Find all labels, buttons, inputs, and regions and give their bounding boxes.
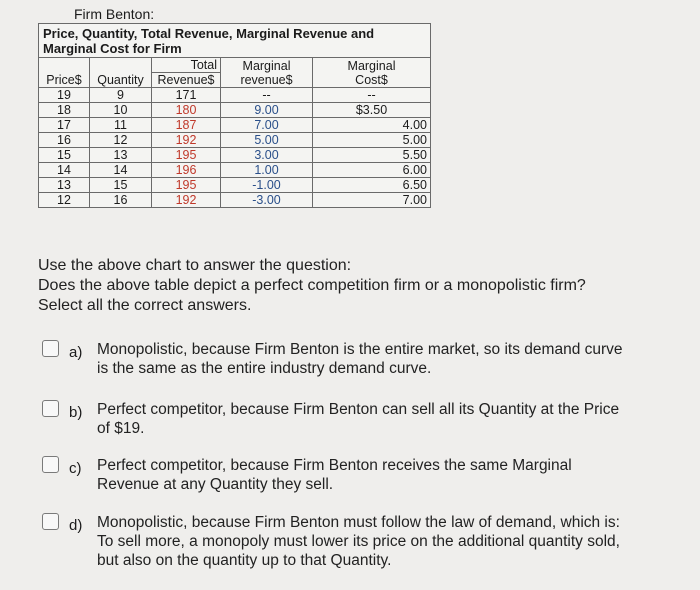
cell-marginal-revenue: -1.00 bbox=[221, 178, 313, 193]
cell-quantity: 14 bbox=[90, 163, 152, 178]
header-total-bottom: Revenue$ bbox=[152, 73, 221, 88]
header-mc-top: Marginal bbox=[347, 58, 396, 73]
cell-marginal-revenue: -- bbox=[221, 88, 313, 103]
cell-marginal-cost: 6.00 bbox=[313, 163, 431, 178]
firm-label: Firm Benton: bbox=[74, 6, 155, 22]
question-line3: Select all the correct answers. bbox=[38, 297, 252, 314]
cell-marginal-revenue: 1.00 bbox=[221, 163, 313, 178]
cell-marginal-cost: 6.50 bbox=[313, 178, 431, 193]
option-b-checkbox[interactable] bbox=[42, 400, 59, 417]
header-mc-bottom: Cost$ bbox=[355, 72, 388, 87]
header-total-top: Total bbox=[152, 58, 221, 73]
cell-marginal-revenue: 7.00 bbox=[221, 118, 313, 133]
cell-price: 15 bbox=[39, 148, 90, 163]
header-price: Price$ bbox=[39, 58, 90, 88]
cell-price: 17 bbox=[39, 118, 90, 133]
cell-price: 16 bbox=[39, 133, 90, 148]
cell-total-revenue: 195 bbox=[152, 148, 221, 163]
option-b-line2: of $19. bbox=[97, 420, 145, 437]
option-d-letter: d) bbox=[69, 517, 83, 534]
table-row bbox=[39, 178, 431, 193]
option-a-text bbox=[97, 340, 667, 378]
revenue-cost-table bbox=[38, 57, 431, 208]
cell-marginal-cost: $3.50 bbox=[313, 103, 431, 118]
table-row bbox=[39, 148, 431, 163]
cell-marginal-cost: 5.00 bbox=[313, 133, 431, 148]
option-c[interactable] bbox=[42, 456, 662, 501]
option-d[interactable] bbox=[42, 513, 662, 579]
header-marginal-revenue bbox=[221, 58, 313, 88]
table-header-row bbox=[39, 58, 431, 73]
cell-marginal-cost: -- bbox=[313, 88, 431, 103]
cell-price: 18 bbox=[39, 103, 90, 118]
option-d-line1: Monopolistic, because Firm Benton must follow the law of demand, which is: bbox=[97, 514, 620, 531]
cell-quantity: 11 bbox=[90, 118, 152, 133]
question-line1: Use the above chart to answer the question: bbox=[38, 257, 352, 274]
table-row bbox=[39, 118, 431, 133]
cell-quantity: 16 bbox=[90, 193, 152, 208]
question-line2: Does the above table depict a perfect competition firm or a monopolistic firm? bbox=[38, 277, 586, 294]
option-a-checkbox[interactable] bbox=[42, 340, 59, 357]
cell-total-revenue: 171 bbox=[152, 88, 221, 103]
cell-price: 12 bbox=[39, 193, 90, 208]
option-a-letter: a) bbox=[69, 344, 83, 361]
cell-total-revenue: 192 bbox=[152, 193, 221, 208]
cell-marginal-cost: 5.50 bbox=[313, 148, 431, 163]
option-c-line1: Perfect competitor, because Firm Benton receives the same Marginal bbox=[97, 457, 572, 474]
option-b-text bbox=[97, 400, 667, 438]
option-d-checkbox[interactable] bbox=[42, 513, 59, 530]
option-b-letter: b) bbox=[69, 404, 83, 421]
header-mr-top: Marginal bbox=[242, 58, 291, 73]
cell-marginal-cost: 4.00 bbox=[313, 118, 431, 133]
cell-total-revenue: 196 bbox=[152, 163, 221, 178]
question-text bbox=[38, 256, 678, 316]
cell-total-revenue: 195 bbox=[152, 178, 221, 193]
option-b[interactable] bbox=[42, 400, 662, 445]
cell-marginal-revenue: -3.00 bbox=[221, 193, 313, 208]
table-row bbox=[39, 103, 431, 118]
table-title bbox=[38, 23, 431, 57]
table-row bbox=[39, 88, 431, 103]
cell-quantity: 9 bbox=[90, 88, 152, 103]
cell-total-revenue: 180 bbox=[152, 103, 221, 118]
option-c-letter: c) bbox=[69, 460, 82, 477]
cell-price: 13 bbox=[39, 178, 90, 193]
cell-total-revenue: 187 bbox=[152, 118, 221, 133]
option-c-line2: Revenue at any Quantity they sell. bbox=[97, 476, 334, 493]
cell-marginal-revenue: 9.00 bbox=[221, 103, 313, 118]
cell-marginal-revenue: 5.00 bbox=[221, 133, 313, 148]
option-b-line1: Perfect competitor, because Firm Benton can sell all its Quantity at the Price bbox=[97, 401, 620, 418]
option-d-text bbox=[97, 513, 667, 570]
cell-marginal-cost: 7.00 bbox=[313, 193, 431, 208]
table-title-line2: Marginal Cost for Firm bbox=[43, 41, 182, 56]
cell-quantity: 12 bbox=[90, 133, 152, 148]
cell-marginal-revenue: 3.00 bbox=[221, 148, 313, 163]
option-d-line3: but also on the quantity up to that Quantity. bbox=[97, 552, 392, 569]
table-row bbox=[39, 193, 431, 208]
cell-price: 14 bbox=[39, 163, 90, 178]
option-a[interactable] bbox=[42, 340, 662, 390]
table-row bbox=[39, 163, 431, 178]
option-c-text bbox=[97, 456, 667, 494]
cell-total-revenue: 192 bbox=[152, 133, 221, 148]
option-d-line2: To sell more, a monopoly must lower its price on the additional quantity sold, bbox=[97, 533, 620, 550]
cell-price: 19 bbox=[39, 88, 90, 103]
table-row bbox=[39, 133, 431, 148]
header-quantity: Quantity bbox=[90, 58, 152, 88]
option-a-line1: Monopolistic, because Firm Benton is the entire market, so its demand curve bbox=[97, 341, 623, 358]
option-a-line2: is the same as the entire industry demand curve. bbox=[97, 360, 432, 377]
header-marginal-cost bbox=[313, 58, 431, 88]
revenue-cost-table-section bbox=[38, 6, 431, 208]
option-c-checkbox[interactable] bbox=[42, 456, 59, 473]
cell-quantity: 10 bbox=[90, 103, 152, 118]
table-title-line1: Price, Quantity, Total Revenue, Marginal Revenue and bbox=[43, 26, 375, 41]
header-mr-bottom: revenue$ bbox=[240, 72, 293, 87]
cell-quantity: 13 bbox=[90, 148, 152, 163]
cell-quantity: 15 bbox=[90, 178, 152, 193]
